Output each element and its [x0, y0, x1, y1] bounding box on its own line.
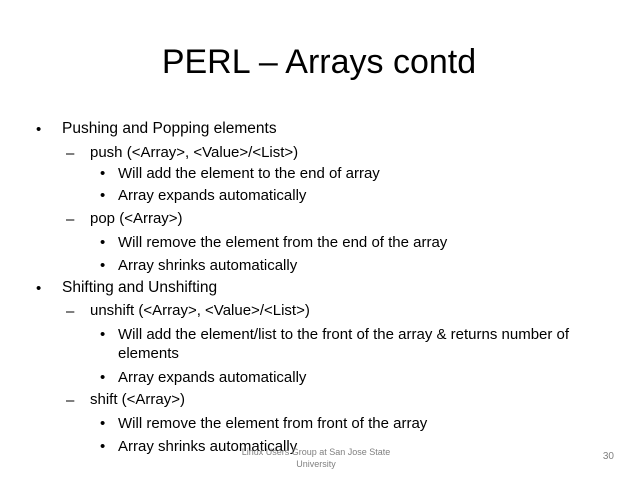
bullet-icon: • [100, 369, 106, 386]
detail-point: Will add the element to the end of array [118, 165, 380, 182]
bullet-icon: • [100, 438, 106, 455]
detail-point: Array shrinks automatically [118, 438, 298, 455]
detail-point-continuation: elements [118, 345, 179, 362]
sub-item: unshift (<Array>, <Value>/<List>) [90, 302, 310, 319]
sub-item: shift (<Array>) [90, 391, 186, 408]
bullet-icon: • [100, 234, 106, 251]
bullet-icon: • [36, 280, 42, 297]
section-heading: Shifting and Unshifting [62, 279, 218, 296]
slide-title: PERL – Arrays contd [161, 43, 477, 81]
section-heading: Pushing and Popping elements [62, 120, 277, 137]
bullet-icon: • [100, 415, 106, 432]
detail-point: Array expands automatically [118, 187, 307, 204]
dash-icon: – [66, 303, 75, 320]
sub-item: push (<Array>, <Value>/<List>) [90, 144, 299, 161]
footer [236, 446, 396, 470]
bullet-icon: • [100, 257, 106, 274]
footer-line: University [296, 459, 336, 469]
dash-icon: – [66, 392, 75, 409]
sub-item: pop (<Array>) [90, 210, 183, 227]
bullet-icon: • [36, 121, 42, 138]
dash-icon: – [66, 211, 75, 228]
bullet-icon: • [100, 326, 106, 343]
bullet-icon: • [100, 165, 106, 182]
detail-point: Will add the element/list to the front of the array & returns number of [118, 326, 570, 343]
detail-point: Array shrinks automatically [118, 257, 298, 274]
detail-point: Will remove the element from front of the array [118, 415, 428, 432]
detail-point: Array expands automatically [118, 369, 307, 386]
page-number: 30 [602, 451, 614, 462]
dash-icon: – [66, 145, 75, 162]
footer-line: Linux Users Group at San Jose State [241, 447, 391, 457]
bullet-icon: • [100, 187, 106, 204]
detail-point: Will remove the element from the end of the array [118, 234, 448, 251]
